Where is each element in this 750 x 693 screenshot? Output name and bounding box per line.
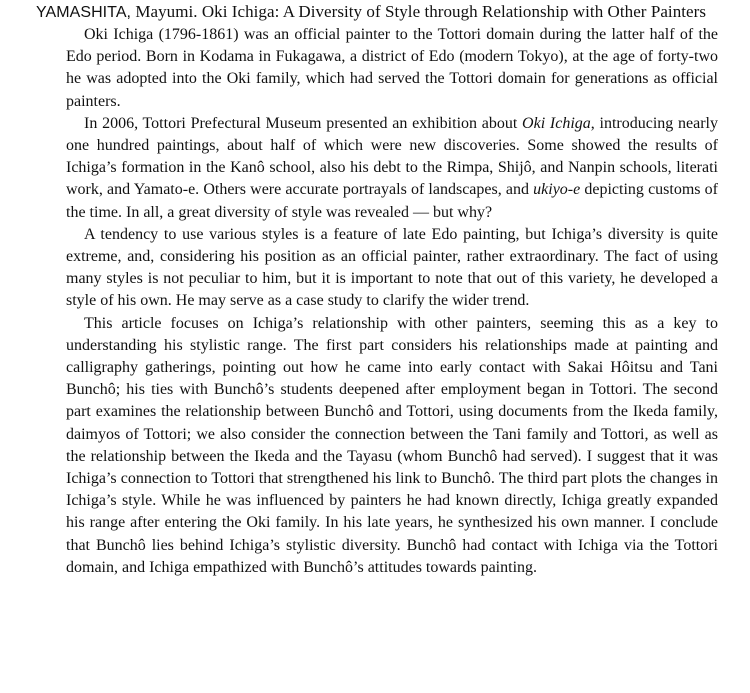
abstract-paragraph xyxy=(66,224,718,313)
abstract-paragraph xyxy=(66,313,718,579)
text-run: Oki Ichiga (1796-1861) was an official painter to the Tottori domain during the latter half of the Edo period. Born in Kodama in Fukagawa, a district of Edo (modern Tokyo), at the age of forty-two he was adopted into the Oki family, which had served the Tottori domain for generations as official painters. xyxy=(66,26,718,110)
abstract-paragraph xyxy=(66,24,718,113)
text-run: In 2006, Tottori Prefectural Museum presented an exhibition about xyxy=(84,114,523,132)
text-run: depicting customs of the time. In all, a great diversity of style was revealed — but why? xyxy=(66,181,718,221)
text-run: This article focuses on Ichiga’s relationship with other painters, seeming this as a key to understanding his stylistic range. The first part considers his relationships made at painting and calligraphy gatherings, pointing out how he came into early contact with Sakai Hôitsu and Tani Bunchô; his ties with Bunchô’s students deepened after employment began in Tottori. The second part examines the relationship between Bunchô and Tottori, using documents from the Ikeda family, daimyos of Tottori; we also consider the connection between the Tani family and Tottori, as well as the relationship between the Ikeda and the Tayasu (whom Bunchô had served). I suggest that it was Ichiga’s connection to Tottori that strengthened his link to Bunchô. The third part plots the changes in Ichiga’s style. While he was influenced by painters he had known directly, Ichiga greatly expanded his range after entering the Oki family. In his late years, he synthesized his own manner. I conclude that Bunchô lies behind Ichiga’s stylistic diversity. Bunchô had contact with Ichiga via the Tottori domain, and Ichiga empathized with Bunchô’s attitudes towards painting. xyxy=(66,314,718,576)
abstract xyxy=(36,24,718,579)
author-surname: YAMASHITA, xyxy=(36,4,132,21)
abstract-paragraph xyxy=(66,113,718,224)
text-run: , introducing nearly one hundred paintings, about half of which were new discoveries. Some showed the results of Ichiga’s formation in the Kanô school, also his debt to the Rimpa, Shijô, and Nanpin schools, literati work, and Yamato-e. Others were accurate portrayals of landscapes, and xyxy=(66,114,718,199)
title-text: Mayumi. Oki Ichiga: A Diversity of Style through Relationship with Other Painters xyxy=(131,2,706,21)
genre-term: ukiyo-e xyxy=(533,181,581,199)
entry-title xyxy=(36,0,718,24)
text-run: A tendency to use various styles is a feature of late Edo painting, but Ichiga’s diversity is quite extreme, and, considering his position as an official painter, rather extraordinary. The fact of using many styles is not peculiar to him, but it is important to note that out of this variety, he developed a style of his own. He may serve as a case study to clarify the wider trend. xyxy=(66,225,718,310)
exhibition-title: Oki Ichiga xyxy=(522,114,591,132)
